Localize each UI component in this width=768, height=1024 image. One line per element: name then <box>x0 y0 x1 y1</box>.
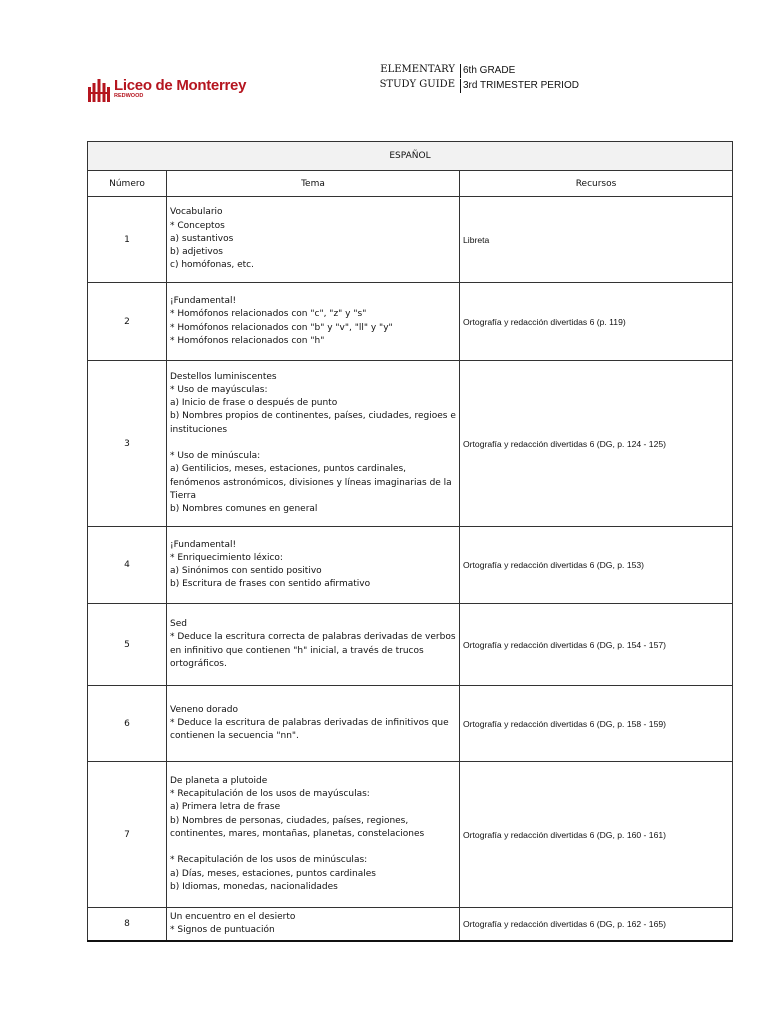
table-title: ESPAÑOL <box>88 142 733 171</box>
table-row <box>88 604 733 686</box>
row-topic: Sed * Deduce la escritura correcta de palabras derivadas de verbos en infinitivo que contienen "h" inicial, a través de trucos ortográficos. <box>167 604 460 686</box>
row-resource: Ortografía y redacción divertidas 6 (DG, p. 154 - 157) <box>460 604 733 686</box>
row-number: 1 <box>88 197 167 283</box>
row-number: 3 <box>88 361 167 527</box>
level-label: ELEMENTARY <box>380 64 455 75</box>
row-topic: Destellos luminiscentes * Uso de mayúsculas: a) Inicio de frase o después de punto b) Nombres propios de continentes, países, ciudades, regioes e instituciones * Uso de minúscula: a) Gentilicios, meses, estaciones, puntos cardinales, fenómenos astronómicos, divisiones y líneas imaginarias de la Tierra b) Nombres comunes en general <box>167 361 460 527</box>
table-row <box>88 762 733 908</box>
row-number: 6 <box>88 686 167 762</box>
grade-label: 6th GRADE <box>463 65 516 76</box>
row-resource: Ortografía y redacción divertidas 6 (DG, p. 162 - 165) <box>460 908 733 941</box>
study-guide-table <box>87 141 733 942</box>
guide-label: STUDY GUIDE <box>379 79 455 90</box>
row-topic: Vocabulario * Conceptos a) sustantivos b) adjetivos c) homófonas, etc. <box>167 197 460 283</box>
row-number: 5 <box>88 604 167 686</box>
logo-name: Liceo de Monterrey <box>114 77 247 94</box>
row-resource: Ortografía y redacción divertidas 6 (p. 119) <box>460 283 733 361</box>
column-header-recursos: Recursos <box>460 171 733 197</box>
table-row <box>88 686 733 762</box>
table-row <box>88 361 733 527</box>
row-topic: ¡Fundamental! * Enriquecimiento léxico: a) Sinónimos con sentido positivo b) Escritura de frases con sentido afirmativo <box>167 527 460 604</box>
column-header-numero: Número <box>88 171 167 197</box>
row-topic: Veneno dorado * Deduce la escritura de palabras derivadas de infinitivos que contienen la secuencia "nn". <box>167 686 460 762</box>
row-resource: Ortografía y redacción divertidas 6 (DG, p. 153) <box>460 527 733 604</box>
guide-separator <box>460 79 461 93</box>
row-number: 8 <box>88 908 167 941</box>
table-row <box>88 197 733 283</box>
row-number: 4 <box>88 527 167 604</box>
school-logo <box>88 78 246 106</box>
table-row <box>88 527 733 604</box>
column-header-tema: Tema <box>167 171 460 197</box>
document-header <box>0 0 768 130</box>
row-topic: ¡Fundamental! * Homófonos relacionados con "c", "z" y "s" * Homófonos relacionados con "b" y "v", "ll" y "y" * Homófonos relacionados con "h" <box>167 283 460 361</box>
guide-separator <box>460 64 461 78</box>
row-number: 2 <box>88 283 167 361</box>
row-resource: Ortografía y redacción divertidas 6 (DG, p. 158 - 159) <box>460 686 733 762</box>
logo-subtitle: REDWOOD <box>114 93 144 99</box>
row-resource: Ortografía y redacción divertidas 6 (DG, p. 124 - 125) <box>460 361 733 527</box>
row-topic: Un encuentro en el desierto * Signos de puntuación <box>167 908 460 941</box>
table-row <box>88 283 733 361</box>
row-resource: Libreta <box>460 197 733 283</box>
row-topic: De planeta a plutoide * Recapitulación de los usos de mayúsculas: a) Primera letra de frase b) Nombres de personas, ciudades, países, regiones, continentes, mares, montañas, planetas, constelaciones * Recapitulación de los usos de minúsculas: a) Días, meses, estaciones, puntos cardinales b) Idiomas, monedas, nacionalidades <box>167 762 460 908</box>
period-label: 3rd TRIMESTER PERIOD <box>463 80 579 91</box>
row-number: 7 <box>88 762 167 908</box>
row-resource: Ortografía y redacción divertidas 6 (DG, p. 160 - 161) <box>460 762 733 908</box>
table-row <box>88 908 733 941</box>
building-icon <box>88 78 110 102</box>
